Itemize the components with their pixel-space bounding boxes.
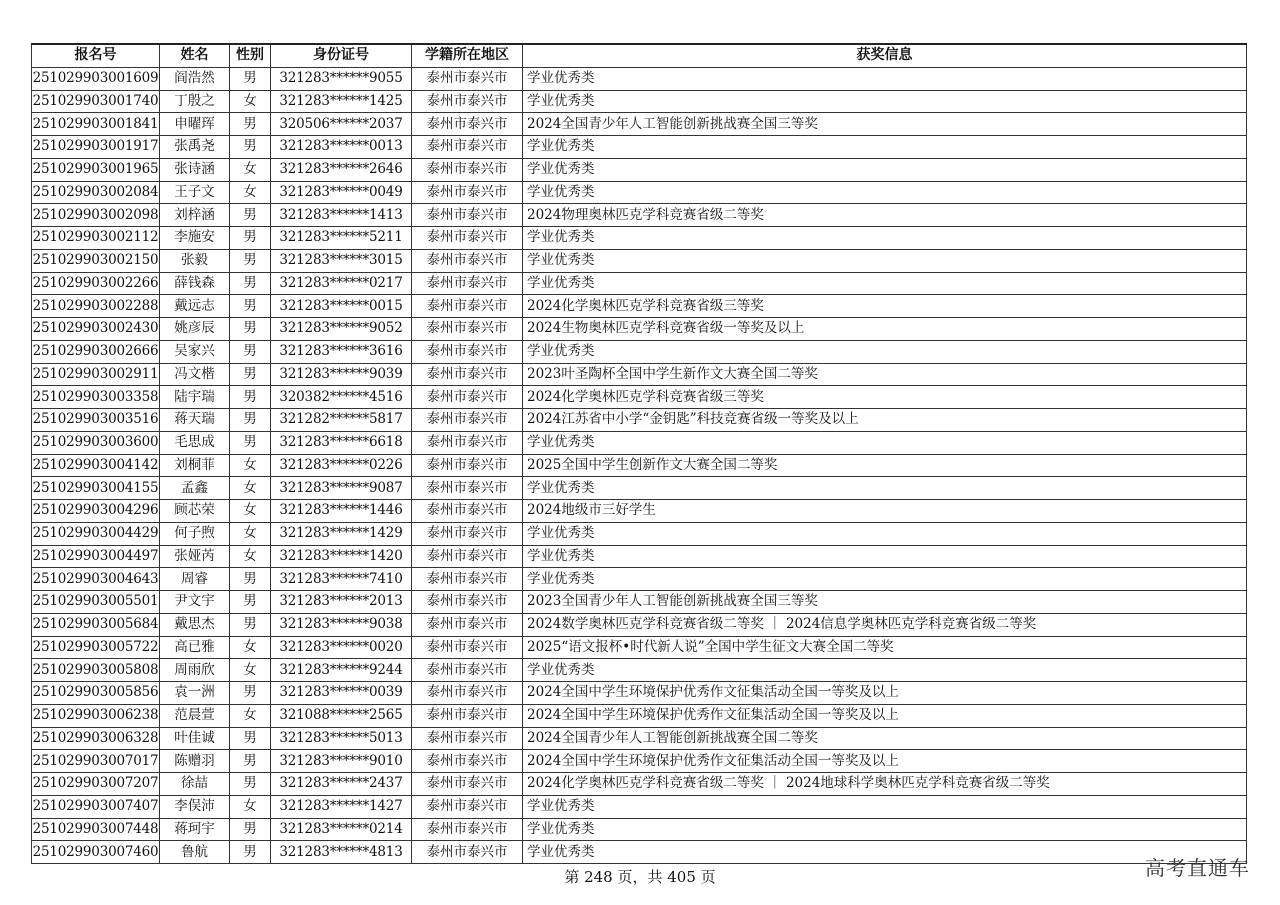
- table-row: [32, 704, 1247, 727]
- table-row: [32, 67, 1247, 90]
- cell-region: 泰州市泰兴市: [412, 522, 523, 545]
- cell-id-number: 321283******3015: [271, 249, 412, 272]
- cell-award-info: 学业优秀类: [523, 477, 1247, 500]
- cell-registration-no: 251029903002084: [32, 181, 160, 204]
- cell-award-info: 2024数学奥林匹克学科竞赛省级二等奖 ｜ 2024信息学奥林匹克学科竞赛省级二等奖: [523, 613, 1247, 636]
- table-row: [32, 272, 1247, 295]
- cell-gender: 男: [230, 67, 271, 90]
- cell-gender: 男: [230, 682, 271, 705]
- cell-gender: 男: [230, 227, 271, 250]
- table-row: [32, 113, 1247, 136]
- cell-gender: 男: [230, 613, 271, 636]
- cell-region: 泰州市泰兴市: [412, 431, 523, 454]
- cell-name: 顾芯荣: [160, 500, 230, 523]
- cell-award-info: 2023叶圣陶杯全国中学生新作文大赛全国二等奖: [523, 363, 1247, 386]
- cell-name: 申曜珲: [160, 113, 230, 136]
- table-body: [32, 67, 1247, 863]
- cell-id-number: 321283******9039: [271, 363, 412, 386]
- cell-name: 何子煦: [160, 522, 230, 545]
- cell-award-info: 2024全国青少年人工智能创新挑战赛全国二等奖: [523, 727, 1247, 750]
- cell-gender: 男: [230, 750, 271, 773]
- cell-region: 泰州市泰兴市: [412, 750, 523, 773]
- table-row: [32, 522, 1247, 545]
- table-row: [32, 249, 1247, 272]
- cell-id-number: 320382******4516: [271, 386, 412, 409]
- cell-name: 王子文: [160, 181, 230, 204]
- cell-name: 冯文楷: [160, 363, 230, 386]
- cell-registration-no: 251029903002266: [32, 272, 160, 295]
- awards-table-container: [31, 43, 1246, 864]
- cell-award-info: 学业优秀类: [523, 659, 1247, 682]
- cell-award-info: 学业优秀类: [523, 795, 1247, 818]
- page-number: 第 248 页，共 405 页: [564, 868, 716, 886]
- cell-name: 周睿: [160, 568, 230, 591]
- cell-registration-no: 251029903005722: [32, 636, 160, 659]
- cell-region: 泰州市泰兴市: [412, 204, 523, 227]
- cell-region: 泰州市泰兴市: [412, 340, 523, 363]
- cell-region: 泰州市泰兴市: [412, 591, 523, 614]
- table-row: [32, 545, 1247, 568]
- cell-award-info: 学业优秀类: [523, 227, 1247, 250]
- cell-name: 尹文宇: [160, 591, 230, 614]
- cell-gender: 女: [230, 545, 271, 568]
- watermark-text: 高考直通车: [1145, 856, 1250, 880]
- cell-registration-no: 251029903007407: [32, 795, 160, 818]
- cell-region: 泰州市泰兴市: [412, 568, 523, 591]
- cell-name: 李施安: [160, 227, 230, 250]
- cell-name: 陈赠羽: [160, 750, 230, 773]
- cell-id-number: 321088******2565: [271, 704, 412, 727]
- cell-region: 泰州市泰兴市: [412, 90, 523, 113]
- cell-award-info: 2024地级市三好学生: [523, 500, 1247, 523]
- cell-region: 泰州市泰兴市: [412, 818, 523, 841]
- cell-gender: 女: [230, 500, 271, 523]
- cell-award-info: 学业优秀类: [523, 249, 1247, 272]
- cell-award-info: 2024化学奥林匹克学科竞赛省级三等奖: [523, 386, 1247, 409]
- cell-name: 蒋天瑞: [160, 409, 230, 432]
- cell-id-number: 321283******0013: [271, 136, 412, 159]
- cell-award-info: 学业优秀类: [523, 545, 1247, 568]
- cell-award-info: 学业优秀类: [523, 272, 1247, 295]
- cell-award-info: 2024全国中学生环境保护优秀作文征集活动全国一等奖及以上: [523, 704, 1247, 727]
- cell-name: 姚彦辰: [160, 318, 230, 341]
- cell-id-number: 321283******0020: [271, 636, 412, 659]
- cell-gender: 女: [230, 158, 271, 181]
- cell-id-number: 321283******9055: [271, 67, 412, 90]
- cell-id-number: 321283******2013: [271, 591, 412, 614]
- cell-gender: 女: [230, 90, 271, 113]
- cell-id-number: 321283******5211: [271, 227, 412, 250]
- cell-award-info: 学业优秀类: [523, 181, 1247, 204]
- table-row: [32, 454, 1247, 477]
- cell-registration-no: 251029903007460: [32, 841, 160, 864]
- cell-registration-no: 251029903004155: [32, 477, 160, 500]
- cell-gender: 女: [230, 704, 271, 727]
- cell-region: 泰州市泰兴市: [412, 136, 523, 159]
- cell-gender: 男: [230, 431, 271, 454]
- cell-region: 泰州市泰兴市: [412, 841, 523, 864]
- cell-registration-no: 251029903002150: [32, 249, 160, 272]
- cell-registration-no: 251029903002911: [32, 363, 160, 386]
- cell-name: 鲁航: [160, 841, 230, 864]
- cell-award-info: 学业优秀类: [523, 841, 1247, 864]
- cell-award-info: 学业优秀类: [523, 340, 1247, 363]
- cell-registration-no: 251029903006328: [32, 727, 160, 750]
- cell-registration-no: 251029903005856: [32, 682, 160, 705]
- cell-id-number: 321283******1429: [271, 522, 412, 545]
- cell-award-info: 2024全国青少年人工智能创新挑战赛全国三等奖: [523, 113, 1247, 136]
- cell-region: 泰州市泰兴市: [412, 386, 523, 409]
- cell-award-info: 2025“语文报杯•时代新人说”全国中学生征文大赛全国二等奖: [523, 636, 1247, 659]
- cell-region: 泰州市泰兴市: [412, 227, 523, 250]
- cell-registration-no: 251029903004142: [32, 454, 160, 477]
- cell-region: 泰州市泰兴市: [412, 773, 523, 796]
- cell-registration-no: 251029903007207: [32, 773, 160, 796]
- cell-id-number: 321283******1427: [271, 795, 412, 818]
- table-row: [32, 773, 1247, 796]
- table-row: [32, 409, 1247, 432]
- cell-award-info: 2024物理奥林匹克学科竞赛省级二等奖: [523, 204, 1247, 227]
- cell-id-number: 321283******0039: [271, 682, 412, 705]
- cell-award-info: 2024生物奥林匹克学科竞赛省级一等奖及以上: [523, 318, 1247, 341]
- cell-name: 高已雅: [160, 636, 230, 659]
- cell-award-info: 学业优秀类: [523, 67, 1247, 90]
- cell-region: 泰州市泰兴市: [412, 363, 523, 386]
- cell-registration-no: 251029903005501: [32, 591, 160, 614]
- awards-table: [31, 43, 1247, 864]
- cell-region: 泰州市泰兴市: [412, 795, 523, 818]
- cell-id-number: 321283******9244: [271, 659, 412, 682]
- cell-id-number: 321283******1420: [271, 545, 412, 568]
- cell-id-number: 321283******0217: [271, 272, 412, 295]
- cell-registration-no: 251029903001841: [32, 113, 160, 136]
- cell-award-info: 学业优秀类: [523, 158, 1247, 181]
- cell-region: 泰州市泰兴市: [412, 158, 523, 181]
- cell-region: 泰州市泰兴市: [412, 409, 523, 432]
- cell-id-number: 321282******5817: [271, 409, 412, 432]
- cell-registration-no: 251029903001740: [32, 90, 160, 113]
- cell-region: 泰州市泰兴市: [412, 181, 523, 204]
- cell-gender: 男: [230, 568, 271, 591]
- cell-name: 周雨欣: [160, 659, 230, 682]
- table-row: [32, 295, 1247, 318]
- cell-award-info: 学业优秀类: [523, 136, 1247, 159]
- cell-registration-no: 251029903003600: [32, 431, 160, 454]
- cell-name: 薛钱森: [160, 272, 230, 295]
- table-row: [32, 841, 1247, 864]
- cell-region: 泰州市泰兴市: [412, 613, 523, 636]
- cell-region: 泰州市泰兴市: [412, 318, 523, 341]
- table-row: [32, 386, 1247, 409]
- table-row: [32, 795, 1247, 818]
- cell-registration-no: 251029903006238: [32, 704, 160, 727]
- cell-registration-no: 251029903004296: [32, 500, 160, 523]
- cell-registration-no: 251029903002666: [32, 340, 160, 363]
- cell-id-number: 321283******0049: [271, 181, 412, 204]
- cell-region: 泰州市泰兴市: [412, 704, 523, 727]
- cell-name: 戴远志: [160, 295, 230, 318]
- table-row: [32, 340, 1247, 363]
- cell-gender: 男: [230, 841, 271, 864]
- cell-name: 张毅: [160, 249, 230, 272]
- cell-name: 张娅芮: [160, 545, 230, 568]
- table-row: [32, 636, 1247, 659]
- cell-region: 泰州市泰兴市: [412, 682, 523, 705]
- cell-registration-no: 251029903001965: [32, 158, 160, 181]
- cell-name: 李俣沛: [160, 795, 230, 818]
- cell-gender: 男: [230, 295, 271, 318]
- cell-name: 毛思成: [160, 431, 230, 454]
- cell-award-info: 2025全国中学生创新作文大赛全国二等奖: [523, 454, 1247, 477]
- table-row: [32, 727, 1247, 750]
- cell-id-number: 321283******7410: [271, 568, 412, 591]
- cell-award-info: 学业优秀类: [523, 90, 1247, 113]
- cell-gender: 女: [230, 477, 271, 500]
- cell-award-info: 2024全国中学生环境保护优秀作文征集活动全国一等奖及以上: [523, 750, 1247, 773]
- cell-award-info: 2024全国中学生环境保护优秀作文征集活动全国一等奖及以上: [523, 682, 1247, 705]
- table-row: [32, 613, 1247, 636]
- cell-gender: 男: [230, 386, 271, 409]
- cell-id-number: 320506******2037: [271, 113, 412, 136]
- cell-id-number: 321283******3616: [271, 340, 412, 363]
- cell-region: 泰州市泰兴市: [412, 67, 523, 90]
- cell-id-number: 321283******0015: [271, 295, 412, 318]
- cell-region: 泰州市泰兴市: [412, 727, 523, 750]
- cell-region: 泰州市泰兴市: [412, 295, 523, 318]
- cell-name: 蒋珂宇: [160, 818, 230, 841]
- cell-registration-no: 251029903007017: [32, 750, 160, 773]
- cell-id-number: 321283******0214: [271, 818, 412, 841]
- cell-gender: 男: [230, 409, 271, 432]
- cell-award-info: 学业优秀类: [523, 522, 1247, 545]
- cell-gender: 女: [230, 795, 271, 818]
- header-award-info: 获奖信息: [523, 44, 1247, 67]
- cell-id-number: 321283******2437: [271, 773, 412, 796]
- cell-gender: 男: [230, 340, 271, 363]
- cell-id-number: 321283******1425: [271, 90, 412, 113]
- cell-registration-no: 251029903007448: [32, 818, 160, 841]
- cell-registration-no: 251029903002098: [32, 204, 160, 227]
- cell-id-number: 321283******9052: [271, 318, 412, 341]
- cell-id-number: 321283******1446: [271, 500, 412, 523]
- cell-region: 泰州市泰兴市: [412, 500, 523, 523]
- cell-gender: 男: [230, 727, 271, 750]
- cell-id-number: 321283******9010: [271, 750, 412, 773]
- cell-gender: 女: [230, 659, 271, 682]
- cell-region: 泰州市泰兴市: [412, 454, 523, 477]
- cell-gender: 男: [230, 136, 271, 159]
- table-row: [32, 591, 1247, 614]
- cell-award-info: 学业优秀类: [523, 431, 1247, 454]
- cell-gender: 男: [230, 249, 271, 272]
- cell-name: 范晨萱: [160, 704, 230, 727]
- table-row: [32, 204, 1247, 227]
- cell-id-number: 321283******9038: [271, 613, 412, 636]
- table-row: [32, 431, 1247, 454]
- cell-region: 泰州市泰兴市: [412, 113, 523, 136]
- cell-award-info: 2024化学奥林匹克学科竞赛省级三等奖: [523, 295, 1247, 318]
- cell-id-number: 321283******1413: [271, 204, 412, 227]
- table-row: [32, 682, 1247, 705]
- table-row: [32, 659, 1247, 682]
- header-gender: 性别: [230, 44, 271, 67]
- table-row: [32, 363, 1247, 386]
- table-row: [32, 181, 1247, 204]
- cell-id-number: 321283******2646: [271, 158, 412, 181]
- cell-id-number: 321283******9087: [271, 477, 412, 500]
- cell-gender: 女: [230, 181, 271, 204]
- header-registration-no: 报名号: [32, 44, 160, 67]
- cell-registration-no: 251029903004497: [32, 545, 160, 568]
- cell-id-number: 321283******4813: [271, 841, 412, 864]
- cell-region: 泰州市泰兴市: [412, 249, 523, 272]
- cell-name: 张禹尧: [160, 136, 230, 159]
- table-row: [32, 136, 1247, 159]
- cell-id-number: 321283******0226: [271, 454, 412, 477]
- table-row: [32, 90, 1247, 113]
- cell-region: 泰州市泰兴市: [412, 477, 523, 500]
- cell-award-info: 2023全国青少年人工智能创新挑战赛全国三等奖: [523, 591, 1247, 614]
- cell-gender: 女: [230, 522, 271, 545]
- cell-region: 泰州市泰兴市: [412, 659, 523, 682]
- cell-registration-no: 251029903003358: [32, 386, 160, 409]
- cell-gender: 女: [230, 454, 271, 477]
- cell-registration-no: 251029903001609: [32, 67, 160, 90]
- cell-region: 泰州市泰兴市: [412, 636, 523, 659]
- cell-registration-no: 251029903002112: [32, 227, 160, 250]
- cell-registration-no: 251029903005684: [32, 613, 160, 636]
- cell-gender: 男: [230, 113, 271, 136]
- cell-gender: 女: [230, 636, 271, 659]
- cell-name: 孟鑫: [160, 477, 230, 500]
- table-row: [32, 568, 1247, 591]
- cell-name: 徐喆: [160, 773, 230, 796]
- cell-registration-no: 251029903004429: [32, 522, 160, 545]
- cell-award-info: 2024江苏省中小学“金钥匙”科技竞赛省级一等奖及以上: [523, 409, 1247, 432]
- cell-region: 泰州市泰兴市: [412, 545, 523, 568]
- cell-name: 吴家兴: [160, 340, 230, 363]
- cell-registration-no: 251029903005808: [32, 659, 160, 682]
- header-region: 学籍所在地区: [412, 44, 523, 67]
- cell-gender: 男: [230, 818, 271, 841]
- table-row: [32, 158, 1247, 181]
- cell-registration-no: 251029903002430: [32, 318, 160, 341]
- cell-id-number: 321283******6618: [271, 431, 412, 454]
- cell-gender: 男: [230, 773, 271, 796]
- cell-name: 张诗涵: [160, 158, 230, 181]
- cell-award-info: 2024化学奥林匹克学科竞赛省级二等奖 ｜ 2024地球科学奥林匹克学科竞赛省级二等奖: [523, 773, 1247, 796]
- cell-name: 刘梓涵: [160, 204, 230, 227]
- cell-registration-no: 251029903003516: [32, 409, 160, 432]
- cell-name: 陆宇瑞: [160, 386, 230, 409]
- cell-registration-no: 251029903002288: [32, 295, 160, 318]
- cell-award-info: 学业优秀类: [523, 568, 1247, 591]
- header-name: 姓名: [160, 44, 230, 67]
- table-row: [32, 227, 1247, 250]
- cell-name: 叶佳诚: [160, 727, 230, 750]
- cell-name: 阎浩然: [160, 67, 230, 90]
- header-id-number: 身份证号: [271, 44, 412, 67]
- cell-gender: 男: [230, 272, 271, 295]
- table-row: [32, 818, 1247, 841]
- cell-gender: 男: [230, 204, 271, 227]
- table-row: [32, 477, 1247, 500]
- cell-registration-no: 251029903004643: [32, 568, 160, 591]
- cell-name: 刘桐菲: [160, 454, 230, 477]
- table-row: [32, 500, 1247, 523]
- table-row: [32, 318, 1247, 341]
- cell-name: 丁殷之: [160, 90, 230, 113]
- cell-name: 戴思杰: [160, 613, 230, 636]
- cell-name: 袁一洲: [160, 682, 230, 705]
- cell-award-info: 学业优秀类: [523, 818, 1247, 841]
- cell-gender: 男: [230, 591, 271, 614]
- cell-id-number: 321283******5013: [271, 727, 412, 750]
- table-row: [32, 750, 1247, 773]
- table-header-row: [32, 44, 1247, 67]
- cell-registration-no: 251029903001917: [32, 136, 160, 159]
- cell-gender: 男: [230, 318, 271, 341]
- cell-gender: 男: [230, 363, 271, 386]
- cell-region: 泰州市泰兴市: [412, 272, 523, 295]
